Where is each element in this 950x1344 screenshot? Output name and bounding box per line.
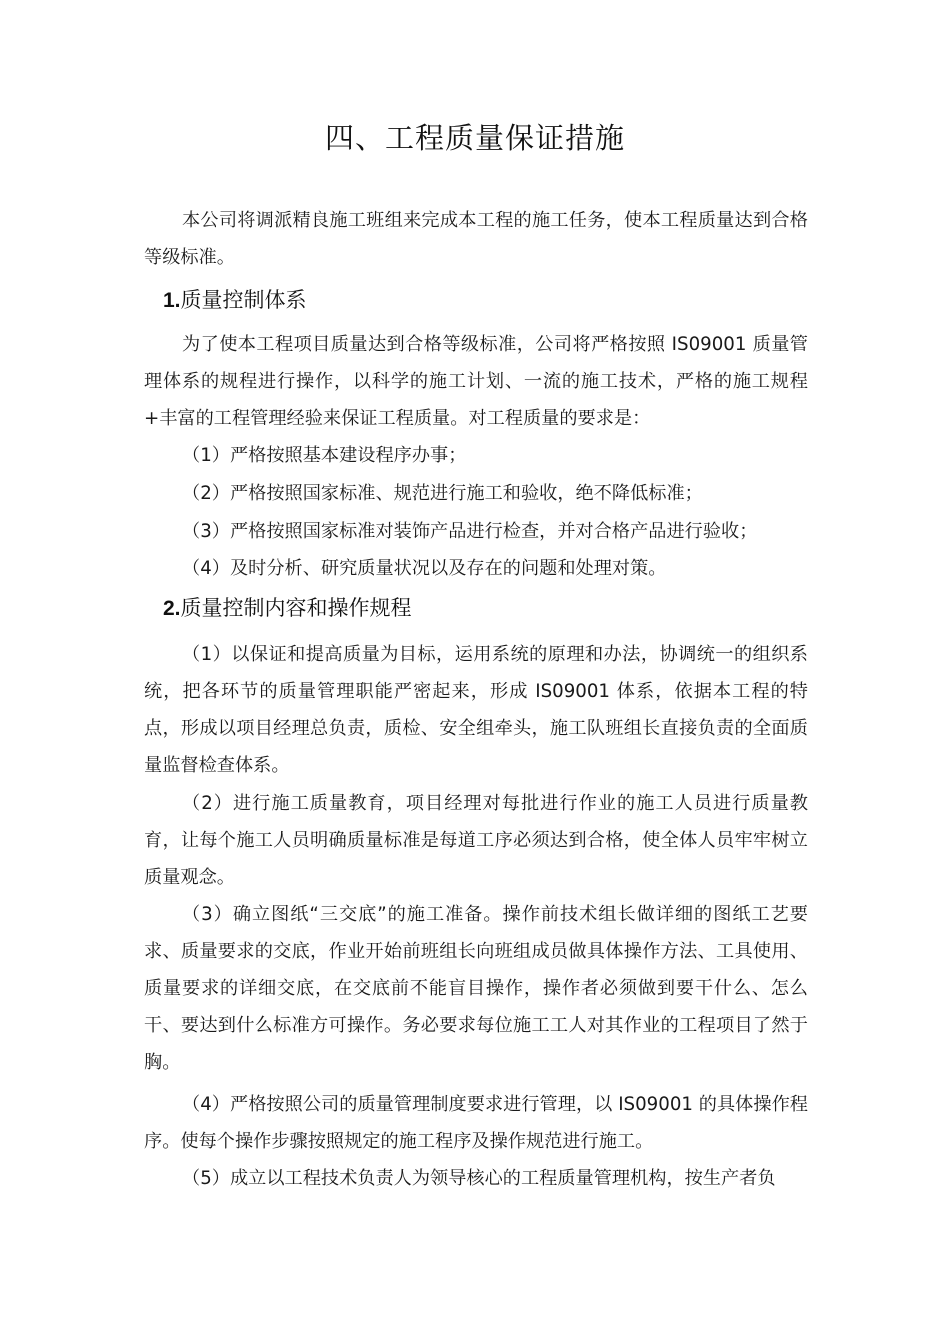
intro-paragraph: 本公司将调派精良施工班组来完成本工程的施工任务，使本工程质量达到合格等级标准。	[144, 210, 808, 268]
section-1-number: 1.	[163, 289, 181, 312]
section-2-paragraph-4: （4）严格按照公司的质量管理制度要求进行管理，以 IS09001 的具体操作程序。使每个操作步骤按照规定的施工程序及操作规范进行施工。	[144, 1094, 808, 1152]
requirement-item-2: （2）严格按照国家标准、规范进行施工和验收，绝不降低标准；	[182, 483, 703, 504]
section-1-paragraph: 为了使本工程项目质量达到合格等级标准，公司将严格按照 IS09001 质量管理体系的规程进行操作，以科学的施工计划、一流的施工技术，严格的施工规程+丰富的工程管理经验来保证工程质量。对工程质量的要求是：	[144, 334, 808, 429]
section-2-number: 2.	[163, 597, 181, 620]
section-2-title: 质量控制内容和操作规程	[180, 596, 412, 620]
section-1-heading	[163, 282, 803, 319]
section-2-heading	[163, 590, 803, 627]
section-2-paragraph-3: （3）确立图纸“三交底”的施工准备。操作前技术组长做详细的图纸工艺要求、质量要求的交底，作业开始前班组长向班组成员做具体操作方法、工具使用、质量要求的详细交底，在交底前不能盲目操作，操作者必须做到要干什么、怎么干、要达到什么标准方可操作。务必要求每位施工工人对其作业的工程项目了然于胸。	[144, 904, 808, 1073]
section-2-paragraph-1: （1）以保证和提高质量为目标，运用系统的原理和办法，协调统一的组织系统，把各环节的质量管理职能严密起来，形成 IS09001 体系，依据本工程的特点，形成以项目经理总负责，质检、安全组牵头，施工队班组长直接负责的全面质量监督检查体系。	[144, 644, 808, 776]
section-2-paragraph-2: （2）进行施工质量教育，项目经理对每批进行作业的施工人员进行质量教育，让每个施工人员明确质量标准是每道工序必须达到合格，使全体人员牢牢树立质量观念。	[144, 793, 808, 888]
section-2-paragraph-5: （5）成立以工程技术负责人为领导核心的工程质量管理机构，按生产者负	[182, 1168, 776, 1189]
page-title: 四、工程质量保证措施	[324, 121, 625, 155]
requirement-item-3: （3）严格按照国家标准对装饰产品进行检查，并对合格产品进行验收；	[182, 521, 758, 542]
requirement-item-1: （1）严格按照基本建设程序办事；	[182, 445, 467, 466]
section-1-title: 质量控制体系	[180, 288, 307, 312]
requirement-item-4: （4）及时分析、研究质量状况以及存在的问题和处理对策。	[182, 558, 667, 579]
